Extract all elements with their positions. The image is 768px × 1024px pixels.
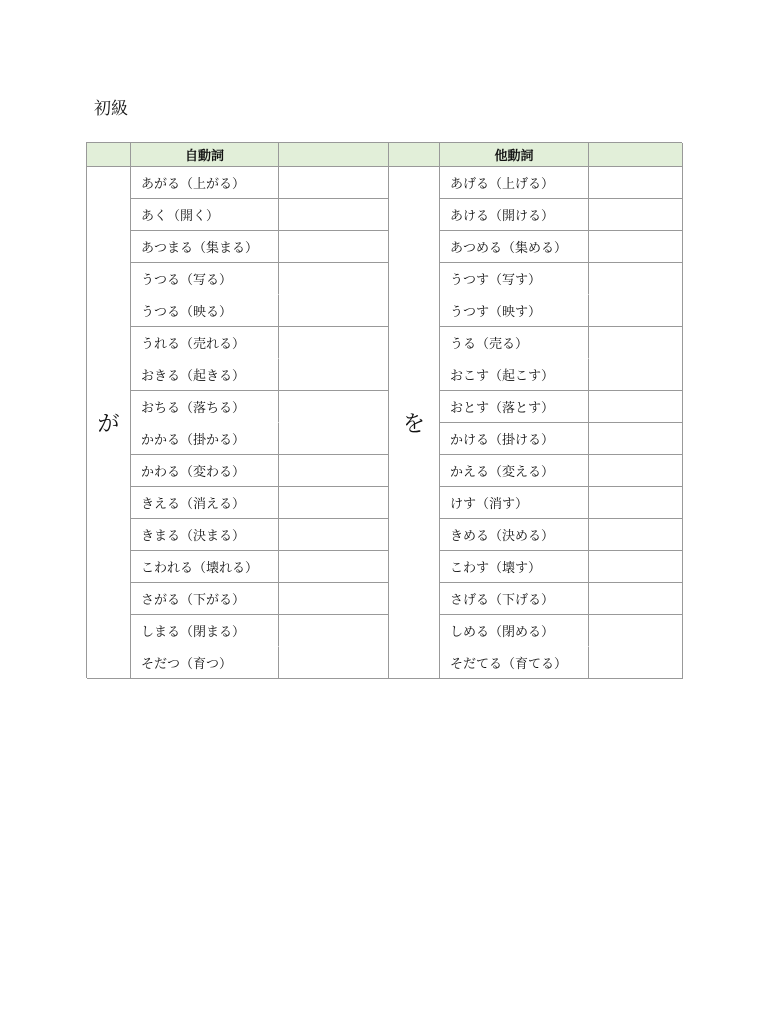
transitive-verb-cell: あげる（上げる） [440,167,589,199]
intransitive-verb-cell: しまる（閉まる） [131,615,279,647]
verb-pair-table [86,142,682,678]
intransitive-blank-cell [279,391,389,455]
transitive-verb-cell: かける（掛ける） [440,423,589,455]
transitive-verb-cell: さげる（下げる） [440,583,589,615]
intransitive-verb-cell: うれる（売れる） [131,327,279,359]
intransitive-blank-cell [279,615,389,679]
intransitive-blank-cell [279,487,389,519]
intransitive-verb-cell: そだつ（育つ） [131,647,279,679]
transitive-verb-cell: しめる（閉める） [440,615,589,647]
transitive-verb-cell: そだてる（育てる） [440,647,589,679]
intransitive-verb-cell: かかる（掛かる） [131,423,279,455]
intransitive-blank-cell [279,551,389,583]
intransitive-blank-cell [279,583,389,615]
header-transitive: 他動詞 [440,143,589,167]
header-blank-cell [279,143,389,167]
transitive-blank-cell [589,487,683,519]
transitive-verb-cell: おとす（落とす） [440,391,589,423]
header-blank-cell [589,143,683,167]
transitive-blank-cell [589,583,683,615]
transitive-verb-cell: あつめる（集める） [440,231,589,263]
header-blank-cell [389,143,440,167]
transitive-blank-cell [589,519,683,551]
intransitive-verb-cell: うつる（写る） [131,263,279,295]
particle-ga: が [87,167,131,679]
transitive-verb-cell: けす（消す） [440,487,589,519]
transitive-blank-cell [589,327,683,391]
intransitive-blank-cell [279,263,389,327]
transitive-blank-cell [589,455,683,487]
intransitive-verb-cell: おちる（落ちる） [131,391,279,423]
intransitive-verb-cell: かわる（変わる） [131,455,279,487]
transitive-verb-cell: おこす（起こす） [440,359,589,391]
intransitive-verb-cell: こわれる（壊れる） [131,551,279,583]
transitive-verb-cell: うる（売る） [440,327,589,359]
transitive-blank-cell [589,263,683,327]
transitive-blank-cell [589,167,683,199]
transitive-blank-cell [589,199,683,231]
intransitive-blank-cell [279,167,389,199]
transitive-verb-cell: うつす（写す） [440,263,589,295]
intransitive-verb-cell: あつまる（集まる） [131,231,279,263]
intransitive-verb-cell: きえる（消える） [131,487,279,519]
transitive-verb-cell: こわす（壊す） [440,551,589,583]
intransitive-blank-cell [279,455,389,487]
intransitive-verb-cell: あがる（上がる） [131,167,279,199]
intransitive-blank-cell [279,231,389,263]
transitive-verb-cell: うつす（映す） [440,295,589,327]
transitive-blank-cell [589,231,683,263]
intransitive-verb-cell: きまる（決まる） [131,519,279,551]
intransitive-verb-cell: さがる（下がる） [131,583,279,615]
intransitive-verb-cell: おきる（起きる） [131,359,279,391]
transitive-blank-cell [589,391,683,423]
transitive-blank-cell [589,615,683,679]
transitive-blank-cell [589,551,683,583]
particle-wo: を [389,167,440,679]
header-intransitive: 自動詞 [131,143,279,167]
transitive-verb-cell: かえる（変える） [440,455,589,487]
intransitive-blank-cell [279,199,389,231]
intransitive-verb-cell: うつる（映る） [131,295,279,327]
header-blank-cell [87,143,131,167]
page-heading: 初級 [94,99,128,119]
transitive-verb-cell: きめる（決める） [440,519,589,551]
intransitive-verb-cell: あく（開く） [131,199,279,231]
intransitive-blank-cell [279,327,389,391]
transitive-verb-cell: あける（開ける） [440,199,589,231]
intransitive-blank-cell [279,519,389,551]
transitive-blank-cell [589,423,683,455]
